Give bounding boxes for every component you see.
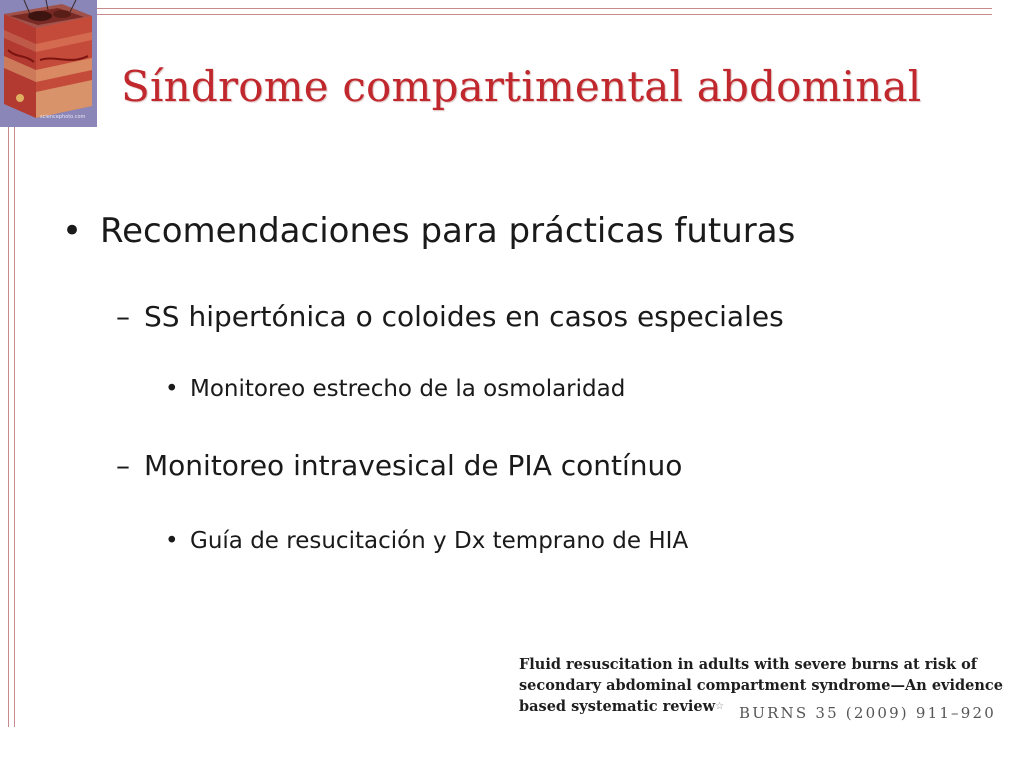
bullet-level3 [165,376,625,402]
bullet-text: Monitoreo estrecho de la osmolaridad [190,376,626,402]
bullet-marker: • [165,528,179,554]
slide-title: Síndrome compartimental abdominal [121,62,922,111]
left-rule-outer [8,127,9,727]
bullet-level2 [116,449,682,482]
bullet-marker: • [165,376,179,402]
bullet-text: Recomendaciones para prácticas futuras [100,211,796,251]
reference-line-1: Fluid resuscitation in adults with severe burns at risk of [519,656,978,673]
bullet-level2 [116,300,784,333]
bullet-level1 [62,211,795,251]
bullet-marker: • [62,211,83,251]
skin-burn-cross-section-icon [0,0,97,127]
bullet-level3 [165,528,688,554]
dash-marker: – [116,300,130,333]
top-rule-lower [97,14,992,15]
top-rule-upper [97,8,992,9]
dash-marker: – [116,449,130,482]
left-rule-inner [14,127,15,727]
thumbnail-credit: sciencephoto.com [40,114,86,120]
bullet-text: Guía de resucitación y Dx temprano de HIA [190,528,689,554]
skin-burn-thumbnail [0,0,97,127]
reference-line-2: secondary abdominal compartment syndrome—An evidence [519,677,1003,694]
bullet-text: Monitoreo intravesical de PIA contínuo [144,449,683,482]
footnote-star-icon: ☆ [715,701,725,712]
reference-line-3: based systematic review [519,698,716,715]
bullet-text: SS hipertónica o coloides en casos especiales [144,300,784,333]
journal-citation: BURNS 35 (2009) 911–920 [739,704,996,722]
